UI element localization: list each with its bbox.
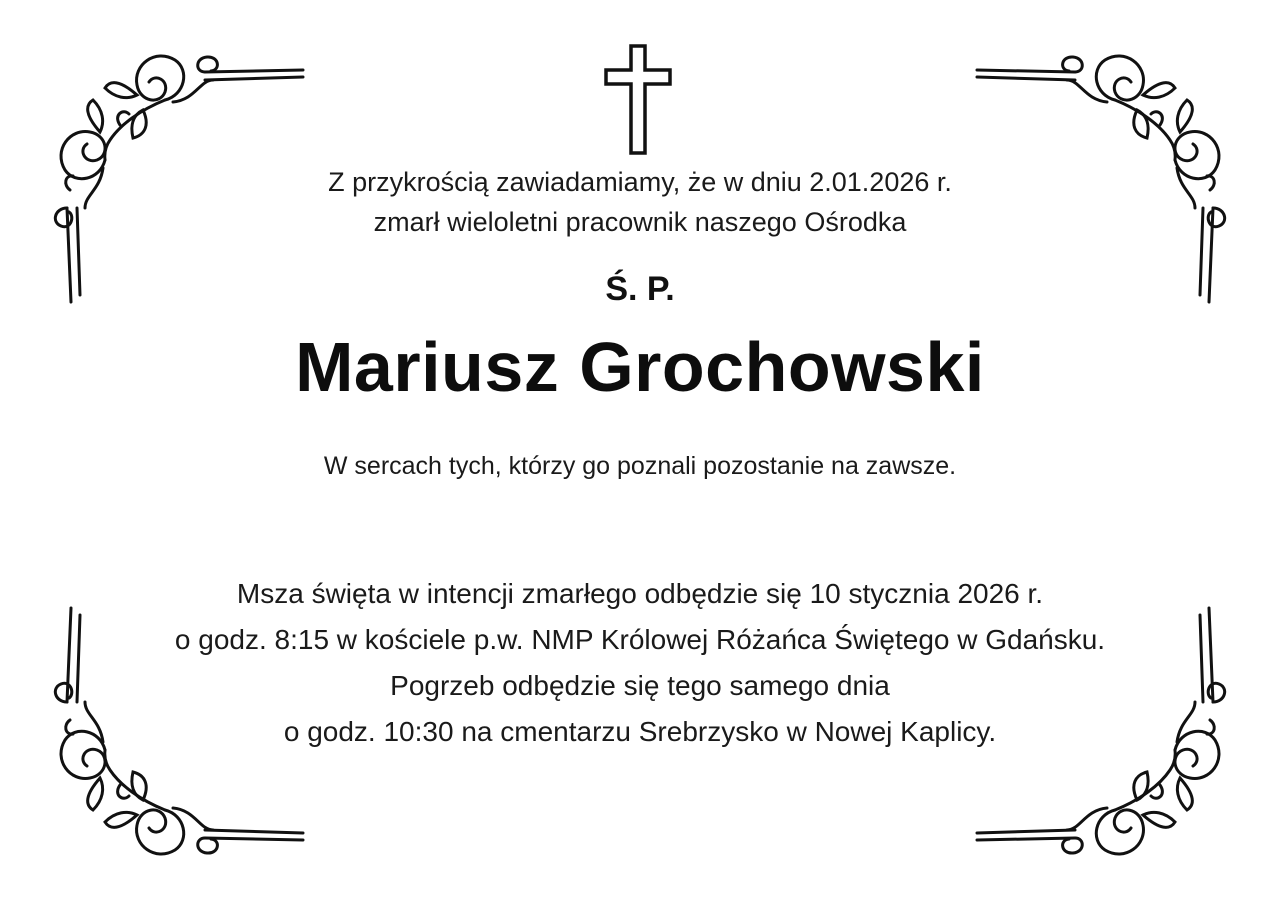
memory-line: W sercach tych, którzy go poznali pozostanie na zawsze. — [323, 452, 957, 480]
intro-line-1: Z przykrością zawiadamiamy, że w dniu 2.01.2026 r. — [328, 167, 952, 197]
honorific: Ś. P. — [605, 270, 675, 308]
deceased-name: Mariusz Grochowski — [295, 328, 985, 406]
burial-line-2: o godz. 10:30 na cmentarzu Srebrzysko w Nowej Kaplicy. — [283, 716, 997, 747]
mass-line-2: o godz. 8:15 w kościele p.w. NMP Królowej Różańca Świętego w Gdańsku. — [174, 624, 1106, 655]
intro-line-2: zmarł wieloletni pracownik naszego Ośrodka — [373, 207, 907, 237]
cross-icon — [603, 44, 673, 156]
mass-line-1: Msza święta w intencji zmarłego odbędzie się 10 stycznia 2026 r. — [236, 578, 1044, 609]
burial-line-1: Pogrzeb odbędzie się tego samego dnia — [390, 670, 890, 701]
